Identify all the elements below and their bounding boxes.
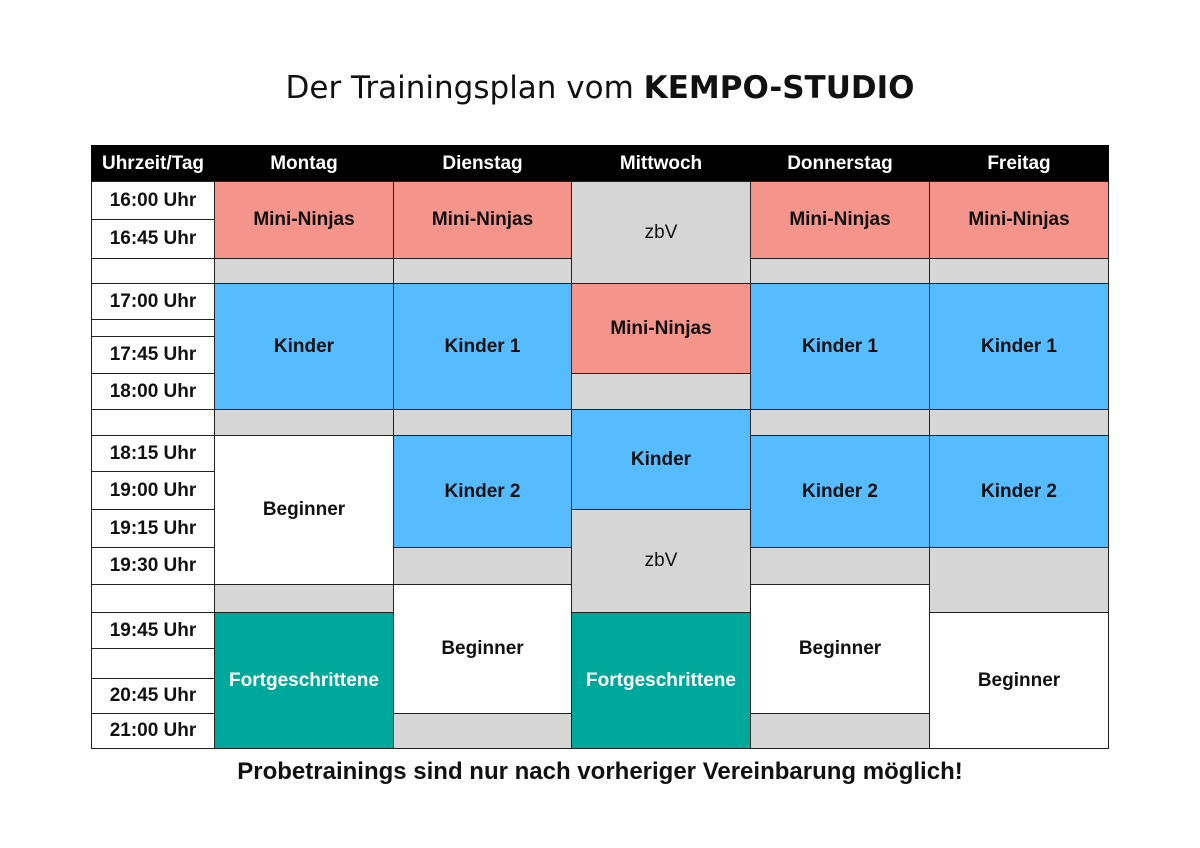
time-slot: 17:45 Uhr bbox=[91, 336, 215, 374]
free-slot bbox=[929, 409, 1109, 436]
time-slot bbox=[91, 319, 215, 337]
class-mini-ninjas: Mini-Ninjas bbox=[750, 181, 930, 259]
header-wednesday: Mittwoch bbox=[571, 145, 751, 182]
class-kinder: Kinder bbox=[214, 283, 394, 410]
title-brand: KEMPO-STUDIO bbox=[643, 70, 915, 106]
class-kinder: Kinder bbox=[571, 409, 751, 510]
free-slot bbox=[750, 409, 930, 436]
time-slot bbox=[91, 648, 215, 679]
class-mini-ninjas: Mini-Ninjas bbox=[393, 181, 572, 259]
free-slot bbox=[929, 547, 1109, 613]
class-kinder-1: Kinder 1 bbox=[929, 283, 1109, 410]
header-friday: Freitag bbox=[929, 145, 1109, 182]
free-slot bbox=[929, 258, 1109, 284]
time-slot: 19:15 Uhr bbox=[91, 509, 215, 548]
time-slot: 17:00 Uhr bbox=[91, 283, 215, 320]
class-mini-ninjas: Mini-Ninjas bbox=[929, 181, 1109, 259]
free-slot bbox=[393, 713, 572, 749]
header-monday: Montag bbox=[214, 145, 394, 182]
slot-zbv: zbV bbox=[571, 181, 751, 284]
free-slot bbox=[393, 409, 572, 436]
footer-note: Probetrainings sind nur nach vorheriger Vereinbarung möglich! bbox=[237, 758, 963, 785]
page-title bbox=[0, 70, 1200, 106]
class-kinder-2: Kinder 2 bbox=[393, 435, 572, 548]
class-kinder-1: Kinder 1 bbox=[750, 283, 930, 410]
free-slot bbox=[571, 373, 751, 410]
class-mini-ninjas: Mini-Ninjas bbox=[214, 181, 394, 259]
time-slot bbox=[91, 409, 215, 436]
class-beginner: Beginner bbox=[393, 584, 572, 714]
class-beginner: Beginner bbox=[214, 435, 394, 585]
time-slot: 21:00 Uhr bbox=[91, 713, 215, 749]
time-slot: 19:30 Uhr bbox=[91, 547, 215, 585]
class-fortgeschrittene: Fortgeschrittene bbox=[214, 612, 394, 749]
free-slot bbox=[750, 547, 930, 585]
class-mini-ninjas: Mini-Ninjas bbox=[571, 283, 751, 374]
time-slot: 18:00 Uhr bbox=[91, 373, 215, 410]
free-slot bbox=[214, 258, 394, 284]
time-slot: 16:45 Uhr bbox=[91, 219, 215, 259]
time-slot: 16:00 Uhr bbox=[91, 181, 215, 220]
free-slot bbox=[393, 258, 572, 284]
time-slot: 18:15 Uhr bbox=[91, 435, 215, 472]
time-slot: 20:45 Uhr bbox=[91, 678, 215, 714]
time-slot bbox=[91, 584, 215, 613]
title-prefix: Der Trainingsplan vom bbox=[285, 70, 644, 106]
time-slot: 19:00 Uhr bbox=[91, 471, 215, 510]
class-beginner: Beginner bbox=[750, 584, 930, 714]
free-slot bbox=[214, 409, 394, 436]
free-slot bbox=[393, 547, 572, 585]
class-fortgeschrittene: Fortgeschrittene bbox=[571, 612, 751, 749]
class-kinder-2: Kinder 2 bbox=[929, 435, 1109, 548]
header-time-day: Uhrzeit/Tag bbox=[91, 145, 215, 182]
free-slot bbox=[750, 713, 930, 749]
class-kinder-1: Kinder 1 bbox=[393, 283, 572, 410]
time-slot bbox=[91, 258, 215, 284]
class-beginner: Beginner bbox=[929, 612, 1109, 749]
slot-zbv: zbV bbox=[571, 509, 751, 613]
header-tuesday: Dienstag bbox=[393, 145, 572, 182]
free-slot bbox=[214, 584, 394, 613]
free-slot bbox=[750, 258, 930, 284]
header-thursday: Donnerstag bbox=[750, 145, 930, 182]
class-kinder-2: Kinder 2 bbox=[750, 435, 930, 548]
time-slot: 19:45 Uhr bbox=[91, 612, 215, 649]
